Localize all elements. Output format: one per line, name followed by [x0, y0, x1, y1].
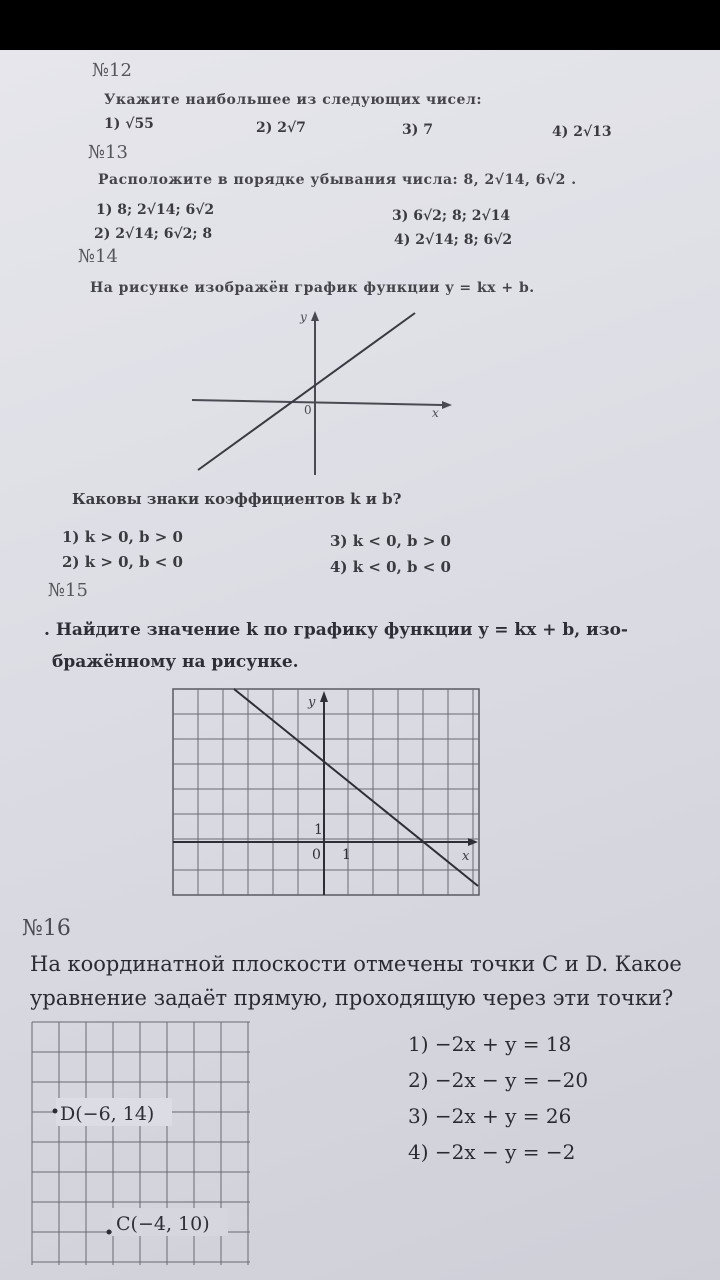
- origin-label: 0: [304, 403, 312, 417]
- x-axis-label: x: [462, 849, 470, 864]
- unit-x-label: 1: [342, 847, 351, 863]
- problem-13-option-2: 2) 2√14; 6√2; 8: [94, 226, 213, 242]
- problem-15-text-line-2: бражённому на рисунке.: [52, 652, 299, 672]
- problem-12-question: Укажите наибольшее из следующих чисел:: [104, 92, 483, 108]
- grid-lines: [173, 689, 479, 895]
- problem-14-question: Каковы знаки коэффициентов k и b?: [72, 490, 402, 508]
- function-line: [198, 313, 415, 470]
- problem-14-option-2: 2) k > 0, b < 0: [62, 553, 183, 571]
- x-axis-arrow: [442, 401, 452, 409]
- problem-14-graph: [180, 305, 460, 480]
- function-line: [234, 689, 478, 886]
- problem-13-option-1: 1) 8; 2√14; 6√2: [96, 202, 215, 218]
- y-axis-label: y: [308, 695, 316, 710]
- y-axis-label: y: [300, 310, 307, 324]
- problem-13-option-4: 4) 2√14; 8; 6√2: [394, 232, 513, 248]
- problem-16-text-line-1: На координатной плоскости отмечены точки C и D. Какое: [30, 952, 682, 976]
- problem-13-option-3: 3) 6√2; 8; 2√14: [392, 208, 511, 224]
- problem-16-number: №16: [22, 916, 71, 941]
- point-d-marker: [53, 1109, 58, 1114]
- grid-frame: [173, 689, 479, 895]
- worksheet-page: [0, 50, 720, 1280]
- problem-16-grid: [30, 1020, 255, 1265]
- problem-14-option-3: 3) k < 0, b > 0: [330, 532, 451, 550]
- problem-13-number: №13: [88, 142, 128, 163]
- problem-14-option-1: 1) k > 0, b > 0: [62, 528, 183, 546]
- x-axis-label: x: [432, 406, 439, 420]
- problem-15-graph: [172, 688, 484, 900]
- x-axis: [192, 400, 442, 405]
- problem-12-number: №12: [92, 60, 132, 81]
- problem-15-text-line-1: . Найдите значение k по графику функции y = kx + b, изо-: [44, 620, 628, 640]
- problem-12-option-3: 3) 7: [402, 122, 433, 138]
- problem-12-option-1: 1) √55: [104, 116, 154, 132]
- origin-label: 0: [312, 847, 321, 863]
- problem-12-option-4: 4) 2√13: [552, 124, 612, 140]
- problem-14-statement: На рисунке изображён график функции y = kx + b.: [90, 280, 535, 296]
- unit-y-label: 1: [314, 822, 323, 838]
- y-axis-arrow: [311, 311, 319, 321]
- problem-16-option-1: 1) −2x + y = 18: [408, 1032, 572, 1056]
- problem-14-number: №14: [78, 246, 118, 267]
- point-c-marker: [107, 1230, 112, 1235]
- problem-16-option-2: 2) −2x − y = −20: [408, 1068, 589, 1092]
- point-c-label: C(−4, 10): [116, 1213, 210, 1235]
- y-axis-arrow: [320, 691, 328, 702]
- problem-12-option-2: 2) 2√7: [256, 120, 306, 136]
- point-d-label: D(−6, 14): [60, 1103, 155, 1125]
- problem-15-number: №15: [48, 580, 88, 601]
- problem-16-text-line-2: уравнение задаёт прямую, проходящую через эти точки?: [30, 986, 674, 1010]
- problem-14-option-4: 4) k < 0, b < 0: [330, 558, 451, 576]
- problem-13-question: Расположите в порядке убывания числа: 8, 2√14, 6√2 .: [98, 172, 577, 188]
- problem-16-option-3: 3) −2x + y = 26: [408, 1104, 572, 1128]
- problem-16-option-4: 4) −2x − y = −2: [408, 1140, 576, 1164]
